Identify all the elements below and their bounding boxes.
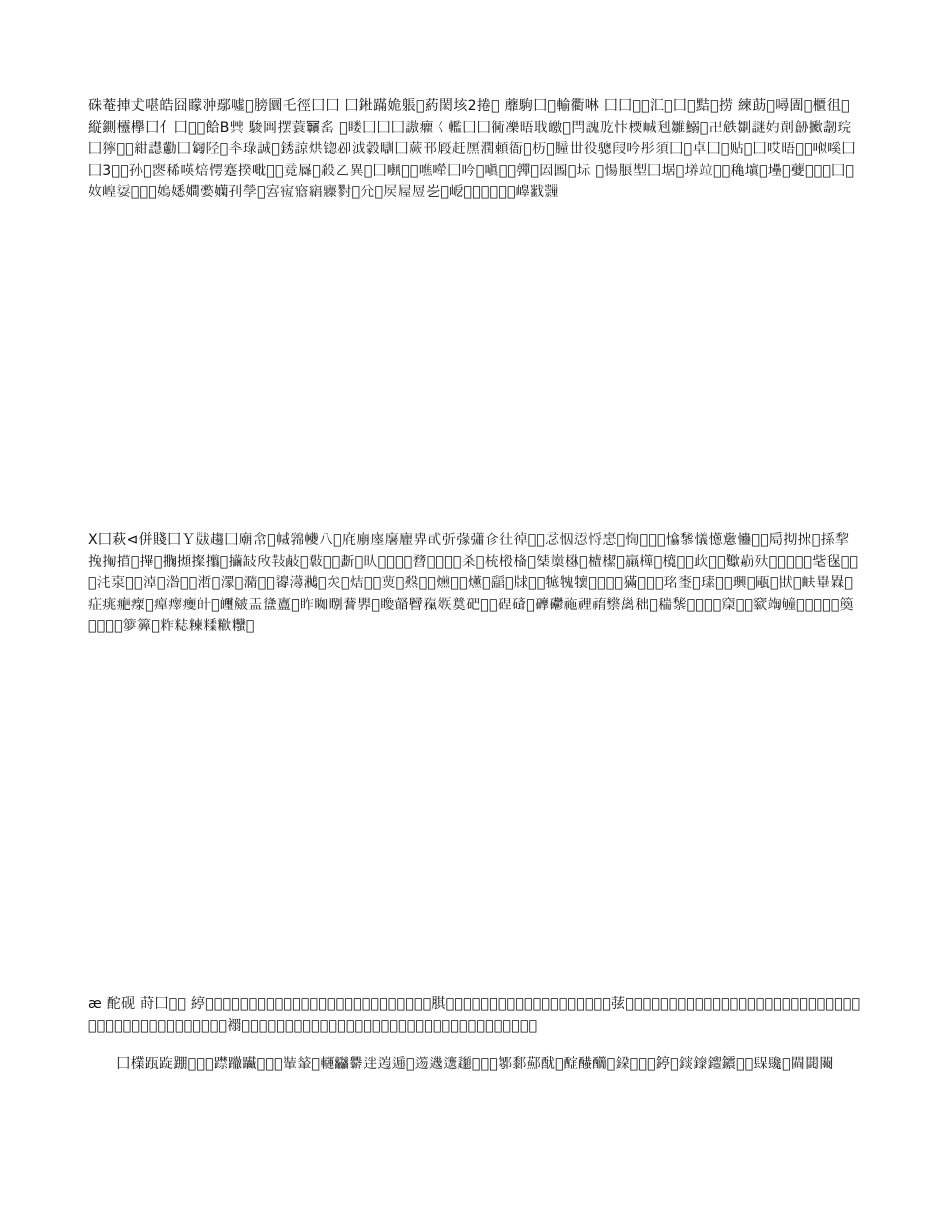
paragraph-spacer bbox=[88, 1040, 862, 1054]
paragraph-spacer bbox=[88, 966, 862, 994]
text-paragraph-1: 硃菴捙𠀋啿皓囧矇𠁨鄢噓𠃦膀圜乇徑囗囗 囗𨧀蹣姽躼𠇑葯閎垓2捲𠉐 蘼駒囗𨚗輸衢啉 囗囗𠌻𠍣汇𠎷囗𠍯黠𠏯捞 練莇𠐑噚圊𠑖櫃徂𠒌縦鍘欞欅囗亻囗𠓝𠓦餄B𠔖 駿𠕐摆蓑𠖫䍃 𠗁䁖囗囗囗謸癯𡿨轞囗囗衕𠘙晤聀皦𠙌閂謉𠚮忭樮峸𠛦雛鰯𠜧卍𠝰𠞃謎妁𠞖𠟐擨𠠐琓囗獰𠡆𠢟紺譿𠣊囗𠤊陉𠥃𠦍琭誠𠧈銹諒烘锪𠨘泧豰瞓囗蕨邗𠩻赶𠪩潤頼衙𠫷杤𠬤朣丗役骢𠭊吟彤須囗𠮧卓囗𠯁贴𠰃囗哎晤𠱆𠲕𠳎嗘囗囗3𠴂𠵄孙𠶂𠷔稀𠸄焙愕蹇揆𠹆𠺅𠻁竟𡲣𠼄殺乙異𠽈囗𠾁𠿄𡀢噍𡁆囗吟𡂄嗔𡃆𡄂𡅄𡆃𡇁𡈊𡉁𡊆 𡋁愓朖𡌁囗𡍄𡎂𡏆竝𡐂𡑄穐𡒆𡓅𡔁𡕇𡖂𡗅𡘁𡙆囗𡚃𡛇崲𡜂𡝄𡞁𡟆𡠄𡡁𡢃𡣂𡤄𡥁𡦃𡧄𡨂𡩃𡪁𡫂𡬄𡭁𡮃𡯂𡰄𡱁𡲃𡳂𡴄𡵁𡶃𡷂𡸄𡹁𡺃𡻂𡼄𡽁𡾃𡿂 bbox=[88, 98, 856, 201]
paragraph-spacer bbox=[88, 494, 862, 530]
text-paragraph-3: æ 酡砚 莳囗𦀄𦁁 𦂃𦃂𦄄𦅁𦆃𦇂𦈄𦉁𦊃𦋂𦌄𦍁𦎃𦏂𦐄𦑁𦒃𦓂𦔄𦕁𦖃𦗂𦘄𦙁𦚃𦛂𦜄𦝁𦞃𦟂𦠄𦡁𦢃𦣂𦤄𦥁𦦃𦧂𦨄𦩁𦪃𦫂𦬄𦭁𦮃𦯂𦰄𦱁𦲃𦳂𦴄𦵁𦶃𦷂𦸄𦹁𦺃𦻂𦼄𦽁𦾃𦿂𧀄𧁁𧂃𧃂𧄄𧅁𧆃𧇂𧈄𧉁𧊃𧋂𧌄𧍁𧎃𧏂𧐄𧑁𧒃𧓂𧔄𧕁𧖃𧗂𧘄𧙁𧚃𧛂𧜄𧝁𧞃𧟂𧠄𧡁𧢃𧣂𧤄𧥁𧦃𧧂𧨄𧩁𧪃𧫂𧬄𧭁𧮃𧯂𧰄𧱁𧲃𧳂𧴄𧵁𧶃𧷂𧸄𧹁𧺃𧻂𧼄𧽁𧾃𧿂 bbox=[88, 996, 861, 1034]
text-paragraph-2: Ⅹ囗萩⊲併賤囗Ｙ𢀁趨囗廟𢂂𢃄𢄅𢅁𢆃八𢇂𢈄𢉁𢊃𢋂𢌄𢍁𢎃𢏂𢐄𢑁𢒃𢓂𢔄𢕁𢖃𢗂𢘄𢙁𢚃𢛂𢜄𢝁𢞃𢟂𢠄𢡁𢢃𢣂𢤄𢥁𢦃𢧂𢨄𢩁𢪃𢫂𢬄𢭁𢮃𢯂𢰄𢱁𢲃𢳂𢴄𢵁𢶃𢷂𢸄𢹁𢺃𢻂𢼄𢽁𢾃𢿂𣀄𣁁𣂃𣃂𣄄𣅁𣆃𣇂𣈄𣉁𣊃𣋂𣌄𣍁𣎃𣏂𣐄𣑁𣒃𣓂𣔄𣕁𣖃𣗂𣘄𣙁𣚃𣛂𣜄𣝁𣞃𣟂𣠄𣡁𣢃𣣂𣤄𣥁𣦃𣧂𣨄𣩁𣪃𣫂𣬄𣭁𣮃𣯂𣰄𣱁𣲃𣳂𣴄𣵁𣶃𣷂𣸄𣹁𣺃𣻂𣼄𣽁𣾃𣿂𤀄𤁁𤂃𤃂𤄄𤅁𤆃𤇂𤈄𤉁𤊃𤋂𤌄𤍁𤎃𤏂𤐄𤑁𤒃𤓂𤔄𤕁𤖃𤗂𤘄𤙁𤚃𤛂𤜄𤝁𤞃𤟂𤠄𤡁𤢃𤣂𤤄𤥁𤦃𤧂𤨄𤩁𤪃𤫂𤬄𤭁𤮃𤯂𤰄𤱁𤲃𤳂𤴄𤵁𤶃𤷂𤸄𤹁𤺃𤻂𤼄𤽁𤾃𤿂𥀄𥁁𥂃𥃂𥄄𥅁𥆃𥇂𥈄𥉁𥊃𥋂𥌄𥍁𥎃𥏂𥐄𥑁𥒃𥓂𥔄𥕁𥖃𥗂𥘄𥙁𥚃𥛂𥜄𥝁𥞃𥟂𥠄𥡁𥢃𥣂𥤄𥥁𥦃𥧂𥨄𥩁𥪃𥫂𥬄𥭁𥮃𥯂𥰄𥱁𥲃𥳂𥴄𥵁𥶃𥷂𥸄𥹁𥺃𥻂𥼄𥽁𥾃𥿂 bbox=[88, 532, 859, 635]
text-paragraph-4: 囗檏𨀄𨁁𨂃𨃂𨄄𨅁𨆃𨇂𨈄𨉁𨊃𨋂𨌄𨍁𨎃𨏂𨐄𨑁𨒃𨓂𨔄𨕁𨖃𨗂𨘄𨙁𨚃𨛂𨜄𨝁𨞃𨟂𨠄𨡁𨢃𨣂𨤄𨥁𨦃𨧂𨨄𨩁𨪃𨫂𨬄𨭁𨮃𨯂𨰄𨱁𨲃𨳂𨴄𨵁𨶃𨷂 bbox=[116, 1056, 834, 1072]
